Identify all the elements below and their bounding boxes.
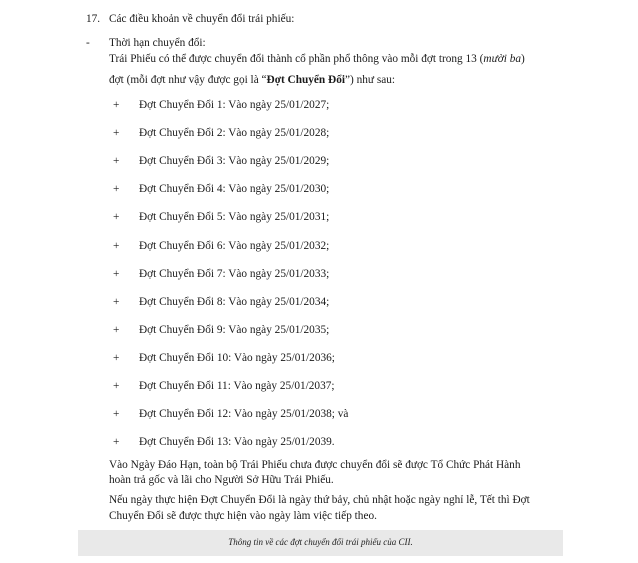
defined-term: Đợt Chuyển Đổi: [266, 74, 345, 86]
list-bullet-plus: +: [113, 183, 120, 195]
intro-text: ”) như sau:: [345, 74, 396, 86]
conversion-round-item: Đợt Chuyển Đổi 12: Vào ngày 25/01/2038; và: [139, 408, 349, 420]
conversion-round-item: Đợt Chuyển Đổi 10: Vào ngày 25/01/2036;: [139, 352, 335, 364]
list-bullet-plus: +: [113, 436, 120, 448]
intro-text: đợt (mỗi đợt như vậy được gọi là “: [109, 74, 267, 86]
conversion-round-item: Đợt Chuyển Đổi 1: Vào ngày 25/01/2027;: [139, 99, 330, 111]
intro-text: Trái Phiếu có thể được chuyển đổi thành cổ phần phổ thông vào mỗi đợt trong 13 (: [109, 53, 484, 65]
conversion-round-item: Đợt Chuyển Đổi 2: Vào ngày 25/01/2028;: [139, 127, 330, 139]
intro-text: ): [521, 53, 525, 65]
conversion-round-item: Đợt Chuyển Đổi 9: Vào ngày 25/01/2035;: [139, 324, 330, 336]
list-bullet-plus: +: [113, 380, 120, 392]
conversion-round-item: Đợt Chuyển Đổi 3: Vào ngày 25/01/2029;: [139, 155, 330, 167]
maturity-paragraph-line-2: hoàn trả gốc và lãi cho Người Sở Hữu Trái Phiếu.: [109, 474, 334, 486]
list-bullet-plus: +: [113, 408, 120, 420]
list-bullet-plus: +: [113, 352, 120, 364]
list-bullet-plus: +: [113, 240, 120, 252]
list-bullet-plus: +: [113, 211, 120, 223]
conversion-round-item: Đợt Chuyển Đổi 13: Vào ngày 25/01/2039.: [139, 436, 335, 448]
list-bullet-plus: +: [113, 155, 120, 167]
subsection-bullet: -: [86, 37, 90, 49]
maturity-paragraph-line-1: Vào Ngày Đáo Hạn, toàn bộ Trái Phiếu chưa được chuyển đổi sẽ được Tổ Chức Phát Hành: [109, 459, 521, 471]
intro-italic-text: mười ba: [483, 53, 522, 65]
list-bullet-plus: +: [113, 296, 120, 308]
intro-line-2: [109, 74, 395, 86]
intro-line-1: [109, 53, 525, 65]
caption-bar: [78, 530, 563, 556]
list-bullet-plus: +: [113, 324, 120, 336]
conversion-round-item: Đợt Chuyển Đổi 11: Vào ngày 25/01/2037;: [139, 380, 335, 392]
section-title: Các điều khoản về chuyển đổi trái phiếu:: [109, 13, 295, 25]
conversion-round-item: Đợt Chuyển Đổi 7: Vào ngày 25/01/2033;: [139, 268, 330, 280]
section-number: 17.: [86, 13, 101, 25]
caption-text: Thông tin về các đợt chuyển đổi trái phiếu của CII.: [228, 537, 413, 547]
conversion-round-item: Đợt Chuyển Đổi 5: Vào ngày 25/01/2031;: [139, 211, 330, 223]
list-bullet-plus: +: [113, 99, 120, 111]
holiday-paragraph-line-2: Chuyển Đổi sẽ được thực hiện vào ngày làm việc tiếp theo.: [109, 510, 377, 522]
conversion-round-item: Đợt Chuyển Đổi 4: Vào ngày 25/01/2030;: [139, 183, 330, 195]
conversion-round-item: Đợt Chuyển Đổi 6: Vào ngày 25/01/2032;: [139, 240, 330, 252]
list-bullet-plus: +: [113, 268, 120, 280]
conversion-round-item: Đợt Chuyển Đổi 8: Vào ngày 25/01/2034;: [139, 296, 330, 308]
holiday-paragraph-line-1: Nếu ngày thực hiện Đợt Chuyển Đổi là ngày thứ bảy, chủ nhật hoặc ngày nghỉ lễ, Tết thì Đợt: [109, 494, 530, 506]
list-bullet-plus: +: [113, 127, 120, 139]
subsection-title: Thời hạn chuyển đổi:: [109, 37, 206, 49]
